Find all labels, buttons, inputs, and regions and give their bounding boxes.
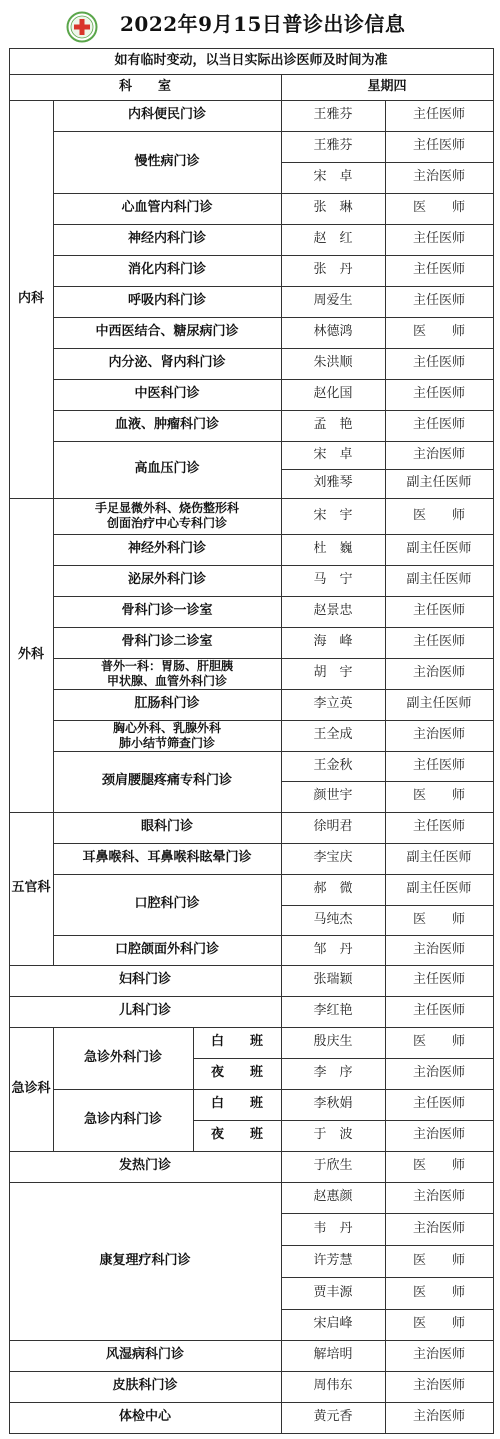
doctor-name: 宋 卓 — [313, 446, 353, 462]
dept-label: 慢性病门诊 — [134, 153, 200, 169]
grid-line — [281, 781, 494, 782]
doctor-name: 赵惠颜 — [313, 1189, 353, 1205]
dept-label: 口腔科门诊 — [134, 896, 200, 912]
doctor-name: 李秋娟 — [313, 1096, 353, 1112]
grid-line — [281, 1245, 494, 1246]
doctor-name: 王雅芬 — [313, 107, 353, 123]
grid-line — [281, 469, 494, 470]
doctor-name: 郝 微 — [313, 881, 353, 897]
grid-line — [53, 255, 494, 256]
doctor-title: 主治医师 — [412, 446, 465, 462]
dept-label: 中医科门诊 — [134, 386, 200, 402]
doctor-name: 马 宁 — [313, 572, 353, 588]
doctor-title: 医 师 — [412, 1316, 465, 1332]
grid-line — [53, 935, 494, 936]
doctor-name: 邹 丹 — [313, 941, 353, 957]
grid-line — [9, 1151, 494, 1152]
shift-label: 夜 班 — [210, 1065, 263, 1081]
dept-label: 呼吸内科门诊 — [127, 293, 206, 309]
grid-line — [53, 596, 494, 597]
grid-line — [9, 1182, 494, 1183]
grid-line — [53, 379, 494, 380]
doctor-title: 主任医师 — [412, 231, 465, 247]
grid-line — [53, 565, 494, 566]
dept-label: 眼科门诊 — [140, 819, 193, 835]
doctor-name: 马纯杰 — [313, 911, 353, 927]
doctor-name: 赵 红 — [313, 231, 353, 247]
grid-line — [281, 1277, 494, 1278]
doctor-title: 副主任医师 — [406, 475, 472, 491]
grid-line — [53, 348, 494, 349]
doctor-title: 主治医师 — [412, 1347, 465, 1363]
doctor-title: 主任医师 — [412, 107, 465, 123]
doctor-name: 林德鸿 — [313, 324, 353, 340]
doctor-title: 主治医师 — [412, 169, 465, 185]
doctor-name: 宋 卓 — [313, 169, 353, 185]
doctor-name: 贾丰源 — [313, 1284, 353, 1300]
notice-text: 如有临时变动，以当日实际出诊医师及时间为准 — [114, 52, 388, 68]
grid-line — [9, 1433, 494, 1434]
dept-label: 骨科门诊一诊室 — [121, 603, 213, 619]
doctor-name: 宋启峰 — [313, 1316, 353, 1332]
group-label-neike: 内科 — [17, 290, 44, 306]
dept-label: 神经内科门诊 — [127, 231, 206, 247]
doctor-name: 王金秋 — [313, 757, 353, 773]
shift-label: 夜 班 — [210, 1127, 263, 1143]
grid-line — [53, 751, 494, 752]
doctor-title: 主任医师 — [412, 386, 465, 402]
dept-label: 急诊外科门诊 — [83, 1049, 162, 1065]
grid-line — [53, 1089, 494, 1090]
doctor-title: 主治医师 — [412, 1189, 465, 1205]
group-label-wuguanke: 五官科 — [11, 880, 51, 896]
doctor-name: 解培明 — [313, 1347, 353, 1363]
doctor-title: 主治医师 — [412, 941, 465, 957]
dept-label: 内分泌、肾内科门诊 — [108, 355, 226, 371]
grid-line — [9, 48, 494, 49]
grid-line — [53, 317, 494, 318]
dept-label: 口腔颌面外科门诊 — [114, 941, 219, 957]
grid-line — [53, 224, 494, 225]
group-label-waike: 外科 — [17, 646, 44, 662]
grid-line — [53, 843, 494, 844]
doctor-name: 黄元香 — [313, 1409, 353, 1425]
shift-label: 白 班 — [210, 1034, 263, 1050]
dept-label: 皮肤科门诊 — [112, 1378, 178, 1394]
shift-label: 白 班 — [210, 1096, 263, 1112]
doctor-title: 医 师 — [412, 507, 465, 523]
doctor-title: 主治医师 — [412, 665, 465, 681]
doctor-title: 医 师 — [412, 788, 465, 804]
doctor-title: 主任医师 — [412, 138, 465, 154]
doctor-title: 主任医师 — [412, 1096, 465, 1112]
grid-line — [9, 74, 494, 75]
doctor-name: 王全成 — [313, 727, 353, 743]
doctor-name: 韦 丹 — [313, 1220, 353, 1236]
doctor-title: 主治医师 — [412, 1409, 465, 1425]
doctor-name: 颜世宇 — [313, 788, 353, 804]
grid-line — [9, 996, 494, 997]
dept-label: 急诊内科门诊 — [83, 1111, 162, 1127]
dept-label: 体检中心 — [118, 1409, 171, 1425]
doctor-name: 张 丹 — [313, 262, 353, 278]
dept-label: 消化内科门诊 — [127, 262, 206, 278]
doctor-title: 主任医师 — [412, 972, 465, 988]
grid-line — [9, 1402, 494, 1403]
doctor-title: 主治医师 — [412, 727, 465, 743]
grid-line — [281, 1213, 494, 1214]
grid-line — [9, 100, 494, 101]
doctor-title: 医 师 — [412, 324, 465, 340]
doctor-title: 主治医师 — [412, 1065, 465, 1081]
doctor-title: 主任医师 — [412, 355, 465, 371]
dept-label: 内科便民门诊 — [127, 107, 206, 123]
dept-label: 康复理疗科门诊 — [99, 1252, 191, 1268]
doctor-name: 刘雅琴 — [313, 475, 353, 491]
doctor-name: 许芳慧 — [313, 1252, 353, 1268]
dept-label: 血液、肿瘤科门诊 — [114, 417, 219, 433]
grid-line — [53, 131, 494, 132]
doctor-title: 主任医师 — [412, 417, 465, 433]
dept-label: 儿科门诊 — [118, 1003, 171, 1019]
grid-line — [193, 1120, 494, 1121]
doctor-name: 海 峰 — [313, 634, 353, 650]
doctor-title: 副主任医师 — [406, 881, 472, 897]
doctor-name: 周爱生 — [313, 293, 353, 309]
grid-line — [9, 1340, 494, 1341]
grid-line — [9, 812, 494, 813]
doctor-name: 李红艳 — [313, 1003, 353, 1019]
grid-line — [53, 874, 494, 875]
dept-label: 肛肠科门诊 — [134, 696, 200, 712]
dept-label: 高血压门诊 — [134, 461, 200, 477]
doctor-name: 胡 宇 — [313, 665, 353, 681]
grid-line — [53, 441, 494, 442]
doctor-title: 主任医师 — [412, 262, 465, 278]
dept-label: 神经外科门诊 — [127, 541, 206, 557]
doctor-name: 徐明君 — [313, 819, 353, 835]
doctor-name: 宋 宇 — [313, 507, 353, 523]
dept-label: 泌尿外科门诊 — [127, 572, 206, 588]
dept-label: 骨科门诊二诊室 — [121, 634, 213, 650]
doctor-name: 杜 巍 — [313, 541, 353, 557]
dept-label: 妇科门诊 — [118, 972, 171, 988]
grid-line — [53, 286, 494, 287]
column-header-day: 星期四 — [367, 78, 407, 94]
doctor-name: 王雅芬 — [313, 138, 353, 154]
grid-line — [281, 905, 494, 906]
grid-line — [9, 498, 494, 499]
dept-label: 耳鼻喉科、耳鼻喉科眩晕门诊 — [82, 850, 252, 866]
doctor-name: 孟 艳 — [313, 417, 353, 433]
doctor-title: 医 师 — [412, 911, 465, 927]
doctor-name: 于 波 — [313, 1127, 353, 1143]
grid-line — [281, 162, 494, 163]
doctor-title: 副主任医师 — [406, 572, 472, 588]
doctor-title: 医 师 — [412, 1284, 465, 1300]
doctor-name: 于欣生 — [313, 1158, 353, 1174]
doctor-title: 医 师 — [412, 1252, 465, 1268]
grid-line — [9, 1027, 494, 1028]
doctor-name: 李 序 — [313, 1065, 353, 1081]
grid-line — [53, 100, 54, 965]
hospital-logo-icon — [66, 11, 98, 43]
doctor-title: 医 师 — [412, 200, 465, 216]
doctor-title: 主任医师 — [412, 634, 465, 650]
doctor-name: 殷庆生 — [313, 1034, 353, 1050]
doctor-name: 朱洪顺 — [313, 355, 353, 371]
doctor-title: 主任医师 — [412, 603, 465, 619]
doctor-name: 赵景忠 — [313, 603, 353, 619]
grid-line — [53, 627, 494, 628]
doctor-title: 主治医师 — [412, 1220, 465, 1236]
doctor-title: 主任医师 — [412, 1003, 465, 1019]
grid-line — [281, 1309, 494, 1310]
doctor-name: 李宝庆 — [313, 850, 353, 866]
doctor-title: 副主任医师 — [406, 541, 472, 557]
grid-line — [53, 410, 494, 411]
doctor-title: 医 师 — [412, 1158, 465, 1174]
grid-line — [53, 689, 494, 690]
group-label-jizhenke: 急诊科 — [11, 1080, 51, 1096]
dept-label: 心血管内科门诊 — [121, 200, 213, 216]
dept-label: 胸心外科、乳腺外科 肺小结节筛查门诊 — [112, 720, 221, 750]
grid-line — [9, 48, 10, 1434]
column-header-dept: 科 室 — [118, 78, 171, 94]
grid-line — [53, 534, 494, 535]
dept-label: 手足显微外科、烧伤整形科 创面治疗中心专科门诊 — [94, 501, 239, 530]
dept-label: 发热门诊 — [118, 1158, 171, 1174]
grid-line — [281, 74, 282, 1434]
doctor-title: 副主任医师 — [406, 850, 472, 866]
doctor-title: 主任医师 — [412, 293, 465, 309]
doctor-title: 主治医师 — [412, 1127, 465, 1143]
grid-line — [53, 658, 494, 659]
doctor-name: 赵化国 — [313, 386, 353, 402]
dept-label: 中西医结合、糖尿病门诊 — [95, 324, 239, 340]
grid-line — [9, 965, 494, 966]
doctor-title: 医 师 — [412, 1034, 465, 1050]
doctor-name: 张瑞颖 — [313, 972, 353, 988]
dept-label: 普外一科：胃肠、肝胆胰 甲状腺、血管外科门诊 — [100, 658, 233, 688]
doctor-name: 周伟东 — [313, 1378, 353, 1394]
grid-line — [53, 193, 494, 194]
doctor-title: 主治医师 — [412, 1378, 465, 1394]
doctor-title: 主任医师 — [412, 819, 465, 835]
doctor-title: 主任医师 — [412, 757, 465, 773]
grid-line — [193, 1058, 494, 1059]
grid-line — [385, 100, 386, 1434]
doctor-name: 李立英 — [313, 696, 353, 712]
doctor-title: 副主任医师 — [406, 696, 472, 712]
dept-label: 颈肩腰腿疼痛专科门诊 — [101, 773, 232, 789]
grid-line — [53, 720, 494, 721]
doctor-name: 张 琳 — [313, 200, 353, 216]
dept-label: 风湿病科门诊 — [105, 1347, 184, 1363]
grid-line — [9, 1371, 494, 1372]
page-title: 2022年9月15日普诊出诊信息 — [120, 12, 406, 36]
